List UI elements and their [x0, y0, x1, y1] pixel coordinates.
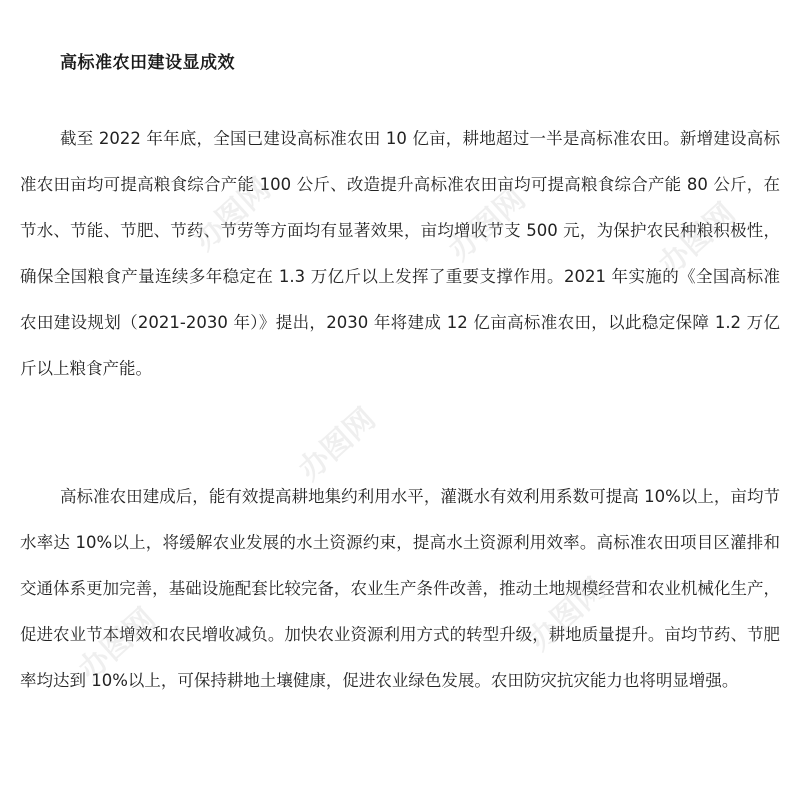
paragraph-2: 高标准农田建成后，能有效提高耕地集约利用水平，灌溉水有效利用系数可提高 10%以上，亩均节水率达 10%以上，将缓解农业发展的水土资源约束，提高水土资源利用效率。高标准农田项目区灌排和交通体系更加完善，基础设施配套比较完备，农业生产条件改善，推动土地规模经营和农业机械化生产，促进农业节本增效和农民增收减负。加快农业资源利用方式的转型升级，耕地质量提升。亩均节药、节肥率均达到 10%以上，可保持耕地土壤健康，促进农业绿色发展。农田防灾抗灾能力也将明显增强。	[20, 487, 780, 690]
watermark-logo: 办图网	[292, 401, 383, 488]
watermark-logo: 办图网	[522, 571, 613, 658]
document-heading: 高标准农田建设显成效	[60, 53, 235, 73]
watermark-logo: 办图网	[442, 181, 533, 268]
watermark-logo: 办图网	[72, 601, 163, 688]
watermark-logo: 办图网	[652, 196, 743, 283]
paragraph-1: 截至 2022 年年底，全国已建设高标准农田 10 亿亩，耕地超过一半是高标准农田。新增建设高标准农田亩均可提高粮食综合产能 100 公斤、改造提升高标准农田亩均可提高粮食综合产能 80 公斤，在节水、节能、节肥、节药、节劳等方面均有显著效果，亩均增收节支 500 元，为保护农民种粮积极性，确保全国粮食产量连续多年稳定在 1.3 万亿斤以上发挥了重要支撑作用。2021 年实施的《全国高标准农田建设规划（2021-2030 年）》提出，2030 年将建成 12 亿亩高标准农田，以此稳定保障 1.2 万亿斤以上粮食产能。	[20, 129, 780, 378]
watermark-logo: 办图网	[187, 171, 278, 258]
